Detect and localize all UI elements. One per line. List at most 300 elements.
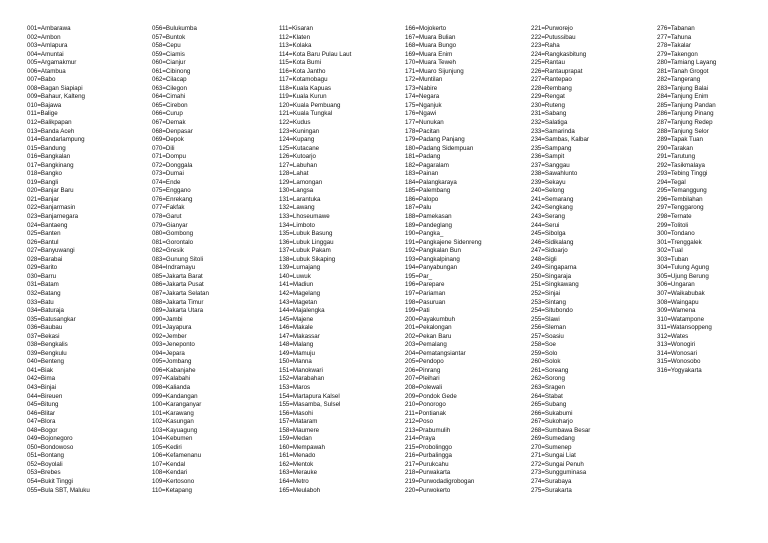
city-code-entry: 183=Painan [405,170,439,178]
city-code-entry: 075=Enggano [152,187,191,195]
city-code-entry: 309=Wamena [657,307,696,315]
city-code-entry: 063=Cilegon [152,84,187,92]
city-code-entry: 165=Meulaboh [279,486,321,494]
city-code-entry: 298=Ternate [657,213,692,221]
city-code-entry: 128=Lahat [279,170,309,178]
city-code-entry: 174=Negara [405,93,440,101]
city-code-entry: 241=Semarang [531,195,574,203]
city-code-entry: 104=Kebumen [152,435,193,443]
city-code-entry: 092=Jember [152,332,187,340]
city-code-entry: 098=Kalianda [152,383,191,391]
city-code-entry: 060=Cianjur [152,59,186,67]
city-code-entry: 310=Watampone [657,315,705,323]
city-code-entry: 155=Masamba, Sulsel [279,401,341,409]
city-code-entry: 170=Muara Teweh [405,59,456,67]
city-code-entry: 051=Bontang [27,452,64,460]
city-code-entry: 224=Rangkasbitung [531,50,587,58]
city-code-entry: 034=Baturaja [27,307,64,315]
city-code-entry: 204=Pematangsiantar [405,349,466,357]
city-code-entry: 294=Tegal [657,178,686,186]
city-code-entry: 201=Pekalongan [405,324,452,332]
city-code-entry: 020=Banjar Baru [27,187,74,195]
city-code-entry: 237=Sanggau [531,161,570,169]
city-code-entry: 313=Wonogiri [657,341,696,349]
city-code-entry: 071=Dompu [152,153,186,161]
city-code-entry: 018=Bangko [27,170,62,178]
city-code-entry: 074=Ende [152,178,181,186]
city-code-entry: 080=Gombong [152,230,194,238]
city-code-entry: 094=Jepara [152,349,185,357]
city-code-entry: 078=Garut [152,213,182,221]
city-code-entry: 039=Bengkulu [27,349,67,357]
city-code-entry: 315=Wonosobo [657,358,701,366]
city-code-entry: 181=Padang [405,153,441,161]
city-code-entry: 137=Lubuk Pakam [279,247,331,255]
city-code-entry: 269=Sumedang [531,435,575,443]
city-code-entry: 123=Kuningan [279,127,320,135]
city-code-entry: 005=Argamakmur [27,59,77,67]
city-code-entry: 041=Biak [27,366,53,374]
city-code-entry: 008=Bagan Siapiapi [27,84,83,92]
city-code-entry: 079=Gianyar [152,221,188,229]
city-code-entry: 291=Tarutung [657,153,696,161]
city-code-entry: 307=Waikabubak [657,289,705,297]
city-code-entry: 118=Kuala Kapuas [279,84,332,92]
city-code-entry: 160=Mempawah [279,443,325,451]
city-code-entry: 169=Muara Enim [405,50,453,58]
city-code-entry: 304=Tulung Agung [657,264,709,272]
city-code-entry: 111=Kisaran [279,25,313,32]
city-code-entry: 011=Balige [27,110,58,118]
city-code-entry: 283=Tanjung Balai [657,84,709,92]
city-list-column-2 [152,25,209,495]
city-code-entry: 121=Kuala Tungkal [279,110,333,118]
city-code-entry: 193=Pangkalpinang [405,255,460,263]
city-code-entry: 067=Demak [152,119,186,127]
city-code-entry: 046=Blitar [27,409,56,417]
city-code-entry: 015=Bandung [27,144,66,152]
city-code-entry: 190=Pangka_ [405,230,444,238]
city-code-entry: 257=Soasiu [531,332,564,340]
city-code-entry: 033=Batu [27,298,54,306]
city-code-entry: 272=Sungai Penuh [531,460,584,468]
city-code-entry: 302=Tual [657,247,683,255]
city-code-entry: 260=Solok [531,358,561,366]
city-code-entry: 009=Bahaur, Kalteng [27,93,85,101]
city-code-entry: 085=Jakarta Barat [152,272,203,280]
city-code-entry: 013=Banda Aceh [27,127,75,135]
city-code-entry: 210=Ponorogo [405,401,446,409]
city-code-entry: 247=Sidoarjo [531,247,568,255]
city-code-entry: 215=Probolinggo [405,443,452,451]
city-code-entry: 056=Bulukumba [152,25,197,32]
city-code-entry: 167=Muara Bulian [405,33,456,41]
city-code-entry: 278=Takalar [657,42,691,50]
city-code-entry: 058=Cepu [152,42,181,50]
city-code-entry: 146=Makale [279,324,313,332]
city-code-entry: 249=Singaparna [531,264,577,272]
city-code-entry: 267=Sukoharjo [531,418,573,426]
city-code-entry: 047=Blora [27,418,56,426]
city-code-entry: 253=Sintang [531,298,566,306]
city-code-entry: 087=Jakarta Selatan [152,289,209,297]
city-code-entry: 062=Cilacap [152,76,187,84]
city-code-entry: 207=Pleihari [405,375,440,383]
city-code-entry: 250=Singaraja [531,272,572,280]
city-code-entry: 031=Batam [27,281,59,289]
city-code-entry: 115=Kota Bumi [279,59,322,67]
city-code-entry: 029=Barito [27,264,58,272]
city-code-entry: 296=Tembilahan [657,195,703,203]
city-code-entry: 052=Boyolali [27,460,63,468]
city-code-entry: 295=Temanggung [657,187,707,195]
city-code-entry: 038=Bengkalis [27,341,68,349]
city-code-entry: 173=Nabire [405,84,438,92]
city-code-entry: 276=Tabanan [657,25,695,32]
city-code-entry: 021=Banjar [27,195,59,203]
city-code-entry: 068=Denpasar [152,127,193,135]
city-code-entry: 044=Bireuen [27,392,63,400]
city-code-entry: 148=Malang [279,341,314,349]
city-code-entry: 070=Dili [152,144,175,152]
city-code-entry: 259=Solo [531,349,558,357]
city-code-entry: 023=Banjarnegara [27,213,79,221]
city-code-entry: 287=Tanjung Redep [657,119,713,127]
city-code-entry: 119=Kuala Kurun [279,93,327,101]
city-code-entry: 230=Ruteng [531,101,565,109]
city-code-entry: 136=Lubuk Linggau [279,238,334,246]
city-code-entry: 266=Sukabumi [531,409,573,417]
city-list-column-1 [27,25,90,495]
city-code-entry: 279=Takengon [657,50,698,58]
city-code-entry: 045=Bitung [27,401,59,409]
city-code-entry: 026=Bantul [27,238,59,246]
city-code-entry: 280=Tamiang Layang [657,59,717,67]
city-code-entry: 125=Kutacane [279,144,320,152]
city-code-entry: 054=Bukit Tinggi [27,477,73,485]
city-code-entry: 185=Palembang [405,187,451,195]
city-code-entry: 189=Pandeglang [405,221,452,229]
city-code-entry: 194=Panyabungan [405,264,458,272]
city-code-entry: 101=Karawang [152,409,194,417]
city-code-entry: 256=Sleman [531,324,566,332]
city-code-entry: 107=Kendal [152,460,186,468]
city-code-entry: 192=Pangkalan Bun [405,247,461,255]
city-code-entry: 019=Bangli [27,178,59,186]
city-code-entry: 153=Maros [279,383,311,391]
city-code-entry: 010=Bajawa [27,101,62,109]
city-code-entry: 050=Bondowoso [27,443,74,451]
city-code-entry: 289=Tapak Tuan [657,136,703,144]
city-code-entry: 245=Sibolga [531,230,566,238]
city-code-entry: 316=Yogyakarta [657,366,702,374]
city-code-entry: 014=Bandarlampung [27,136,85,144]
city-code-entry: 134=Limboto [279,221,315,229]
city-code-entry: 202=Pekan Baru [405,332,452,340]
city-code-entry: 145=Majene [279,315,314,323]
city-code-entry: 188=Pamekasan [405,213,452,221]
city-code-entry: 152=Marabahan [279,375,325,383]
city-code-entry: 177=Nunukan [405,119,444,127]
city-code-entry: 110=Ketapang [152,486,192,494]
city-code-entry: 024=Bantaeng [27,221,68,229]
city-code-entry: 248=Sigli [531,255,557,263]
city-code-entry: 252=Sinjai [531,289,561,297]
city-code-entry: 096=Kabanjahe [152,366,196,374]
city-code-entry: 314=Wonosari [657,349,697,357]
city-code-entry: 236=Sampit [531,153,565,161]
city-code-entry: 214=Praya [405,435,436,443]
city-code-entry: 240=Selong [531,187,565,195]
city-code-entry: 221=Purworejo [531,25,573,32]
city-code-entry: 264=Stabat [531,392,563,400]
city-code-entry: 141=Madiun [279,281,314,289]
city-code-entry: 072=Donggala [152,161,193,169]
city-list-column-4 [405,25,482,495]
city-code-entry: 055=Bula SBT, Maluku [27,486,90,494]
city-code-entry: 097=Kalabahi [152,375,191,383]
city-code-entry: 001=Ambarawa [27,25,71,32]
city-code-entry: 042=Bima [27,375,56,383]
city-code-entry: 273=Sungguminasa [531,469,587,477]
city-code-entry: 144=Majalengka [279,307,325,315]
city-code-entry: 303=Tuban [657,255,689,263]
city-code-entry: 086=Jakarta Pusat [152,281,204,289]
city-code-entry: 226=Rantauprapat [531,67,583,75]
city-code-entry: 220=Purwokerto [405,486,451,494]
city-code-entry: 113=Kolaka [279,42,312,50]
city-code-entry: 228=Rembang [531,84,572,92]
city-code-entry: 263=Sragen [531,383,565,391]
city-code-entry: 199=Pati [405,307,430,315]
city-code-entry: 197=Pariaman [405,289,446,297]
city-code-entry: 239=Sekayu [531,178,566,186]
city-code-entry: 281=Tanah Grogot [657,67,709,75]
city-code-entry: 187=Palu [405,204,432,212]
city-code-entry: 077=Fakfak [152,204,185,212]
city-code-entry: 017=Bangkinang [27,161,74,169]
city-code-entry: 151=Manokwari [279,366,323,374]
city-code-entry: 271=Sungai Liat [531,452,576,460]
city-code-entry: 161=Menado [279,452,316,460]
city-code-entry: 300=Tondano [657,230,695,238]
city-code-entry: 142=Magelang [279,289,321,297]
city-code-entry: 246=Sidikalang [531,238,574,246]
city-code-entry: 025=Banten [27,230,61,238]
city-code-entry: 126=Kutoarjo [279,153,316,161]
city-code-entry: 306=Ungaran [657,281,695,289]
city-code-entry: 186=Palopo [405,195,439,203]
city-code-entry: 117=Kotamobagu [279,76,328,84]
city-code-entry: 162=Mentok [279,460,314,468]
city-code-entry: 147=Makassar [279,332,320,340]
city-code-entry: 166=Mojokerto [405,25,447,32]
city-code-entry: 258=Soe [531,341,556,349]
city-code-entry: 048=Bogor [27,426,58,434]
city-code-entry: 132=Lawang [279,204,315,212]
city-code-entry: 154=Martapura Kalsel [279,392,340,400]
city-code-entry: 205=Pendopo [405,358,444,366]
city-code-entry: 028=Barabai [27,255,63,263]
city-code-entry: 139=Lumajang [279,264,321,272]
city-code-entry: 053=Brebes [27,469,61,477]
city-code-entry: 043=Binjai [27,383,57,391]
city-code-entry: 163=Merauke [279,469,318,477]
city-list-column-6 [657,25,716,375]
city-code-entry: 216=Purbalingga [405,452,452,460]
city-code-entry: 231=Sabang [531,110,567,118]
city-code-entry: 156=Masohi [279,409,313,417]
city-code-entry: 082=Gresik [152,247,184,255]
city-code-entry: 130=Langsa [279,187,314,195]
city-code-entry: 232=Salatiga [531,119,568,127]
city-code-entry: 274=Surabaya [531,477,572,485]
city-code-entry: 200=Payakumbuh [405,315,456,323]
city-code-entry: 211=Pontianak [405,409,446,417]
city-code-entry: 112=Klaten [279,33,311,41]
city-code-entry: 301=Trenggalek [657,238,702,246]
city-code-entry: 116=Kota Jantho [279,67,326,75]
city-code-entry: 150=Manna [279,358,312,366]
city-code-entry: 217=Purukcahu [405,460,449,468]
city-code-entry: 091=Jayapura [152,324,192,332]
city-code-entry: 099=Kandangan [152,392,198,400]
city-code-entry: 114=Kota Baru Pulau Laut [279,50,352,58]
city-code-entry: 275=Surakarta [531,486,572,494]
city-code-entry: 234=Sambas, Kalbar [531,136,589,144]
city-code-entry: 065=Cirebon [152,101,188,109]
city-code-entry: 157=Mataram [279,418,318,426]
city-code-entry: 036=Baubau [27,324,63,332]
city-code-entry: 308=Waingapu [657,298,699,306]
city-code-entry: 064=Cimahi [152,93,186,101]
city-code-entry: 265=Subang [531,401,567,409]
city-code-entry: 076=Enrekang [152,195,193,203]
city-code-entry: 059=Ciamis [152,50,185,58]
city-code-entry: 093=Jeneponto [152,341,195,349]
city-code-entry: 129=Lamongan [279,178,323,186]
city-code-entry: 131=Larantuka [279,195,321,203]
city-code-entry: 159=Medan [279,435,312,443]
city-code-entry: 242=Sengkang [531,204,573,212]
city-code-entry: 209=Pondok Gede [405,392,457,400]
city-code-entry: 195=Par_ [405,272,433,280]
city-code-entry: 292=Tasikmalaya [657,161,705,169]
city-code-entry: 127=Labuhan [279,161,318,169]
city-code-entry: 035=Batusangkar [27,315,76,323]
city-code-entry: 006=Atambua [27,67,66,75]
city-code-entry: 213=Prabumulih [405,426,451,434]
city-code-entry: 206=Pinrang [405,366,441,374]
city-code-entry: 198=Pasuruan [405,298,446,306]
city-code-entry: 255=Slawi [531,315,560,323]
city-code-entry: 305=Ujung Berung [657,272,709,280]
city-code-entry: 089=Jakarta Utara [152,307,204,315]
city-code-entry: 261=Soreang [531,366,569,374]
city-code-entry: 037=Bekasi [27,332,60,340]
city-code-entry: 180=Padang Sidempuan [405,144,474,152]
city-code-entry: 069=Depok [152,136,184,144]
city-code-entry: 286=Tanjung Pinang [657,110,714,118]
city-code-entry: 219=Purwodadigrobogan [405,477,475,485]
city-code-entry: 003=Amlapura [27,42,68,50]
city-code-entry: 108=Kendari [152,469,188,477]
city-code-entry: 299=Tolitoli [657,221,689,229]
city-code-entry: 284=Tanjung Enim [657,93,709,101]
city-code-entry: 176=Ngawi [405,110,437,118]
city-code-entry: 149=Mamuju [279,349,315,357]
city-code-entry: 196=Parepare [405,281,445,289]
city-code-entry: 262=Sorong [531,375,565,383]
city-code-entry: 081=Gorontalo [152,238,194,246]
city-code-entry: 175=Nganjuk [405,101,442,109]
city-code-entry: 073=Dumai [152,170,184,178]
city-code-entry: 238=Sawahlunto [531,170,578,178]
city-code-entry: 027=Banyuwangi [27,247,75,255]
city-code-entry: 124=Kupang [279,136,315,144]
city-code-entry: 049=Bojonegoro [27,435,73,443]
city-code-entry: 120=Kuala Pembuang [279,101,341,109]
city-code-entry: 244=Serui [531,221,560,229]
city-code-entry: 225=Rantau [531,59,565,67]
city-list-column-5 [531,25,590,495]
city-code-entry: 103=Kayuagung [152,426,198,434]
city-code-entry: 171=Muaro Sijunjung [405,67,464,75]
city-list-column-3 [279,25,351,495]
city-code-entry: 122=Kudus [279,119,311,127]
city-code-entry: 222=Putussibau [531,33,576,41]
city-code-entry: 088=Jakarta Timur [152,298,204,306]
city-code-entry: 095=Jombang [152,358,192,366]
city-code-entry: 282=Tangerang [657,76,701,84]
city-code-entry: 285=Tanjung Pandan [657,101,716,109]
city-code-entry: 084=Indramayu [152,264,196,272]
city-code-entry: 100=Karanganyar [152,401,202,409]
city-code-entry: 002=Ambon [27,33,61,41]
city-code-entry: 191=Pangkajene Sidenreng [405,238,482,246]
city-code-entry: 066=Curup [152,110,183,118]
city-code-entry: 208=Polewali [405,383,442,391]
city-code-entry: 040=Benteng [27,358,64,366]
city-code-entry: 277=Tahuna [657,33,692,41]
city-code-entry: 218=Purwakarta [405,469,451,477]
city-code-entry: 106=Kefamenanu [152,452,202,460]
city-code-entry: 007=Babo [27,76,56,84]
city-code-entry: 293=Tebing Tinggi [657,170,708,178]
city-code-entry: 032=Batang [27,289,61,297]
city-code-entry: 143=Magetan [279,298,318,306]
city-code-entry: 251=Singkawang [531,281,579,289]
city-code-entry: 172=Muntilan [405,76,443,84]
city-code-entry: 254=Situbondo [531,307,573,315]
city-code-entry: 004=Amuntai [27,50,64,58]
city-code-entry: 168=Muara Bungo [405,42,457,50]
city-code-entry: 227=Rantepao [531,76,572,84]
city-code-entry: 297=Tenggarong [657,204,704,212]
city-code-entry: 090=Jambi [152,315,183,323]
city-code-entry: 311=Watansoppeng [657,324,712,332]
city-code-entry: 268=Sumbawa Besar [531,426,591,434]
city-code-entry: 178=Pacitan [405,127,440,135]
city-code-entry: 102=Kasungan [152,418,194,426]
city-code-entry: 135=Lubuk Basung [279,230,333,238]
city-code-entry: 138=Lubuk Sikaping [279,255,336,263]
city-code-entry: 140=Luwuk [279,272,311,280]
city-code-entry: 270=Sumenep [531,443,572,451]
city-code-entry: 030=Barru [27,272,57,280]
city-code-entry: 083=Gunung Sitoli [152,255,204,263]
city-code-entry: 105=Kediri [152,443,182,451]
